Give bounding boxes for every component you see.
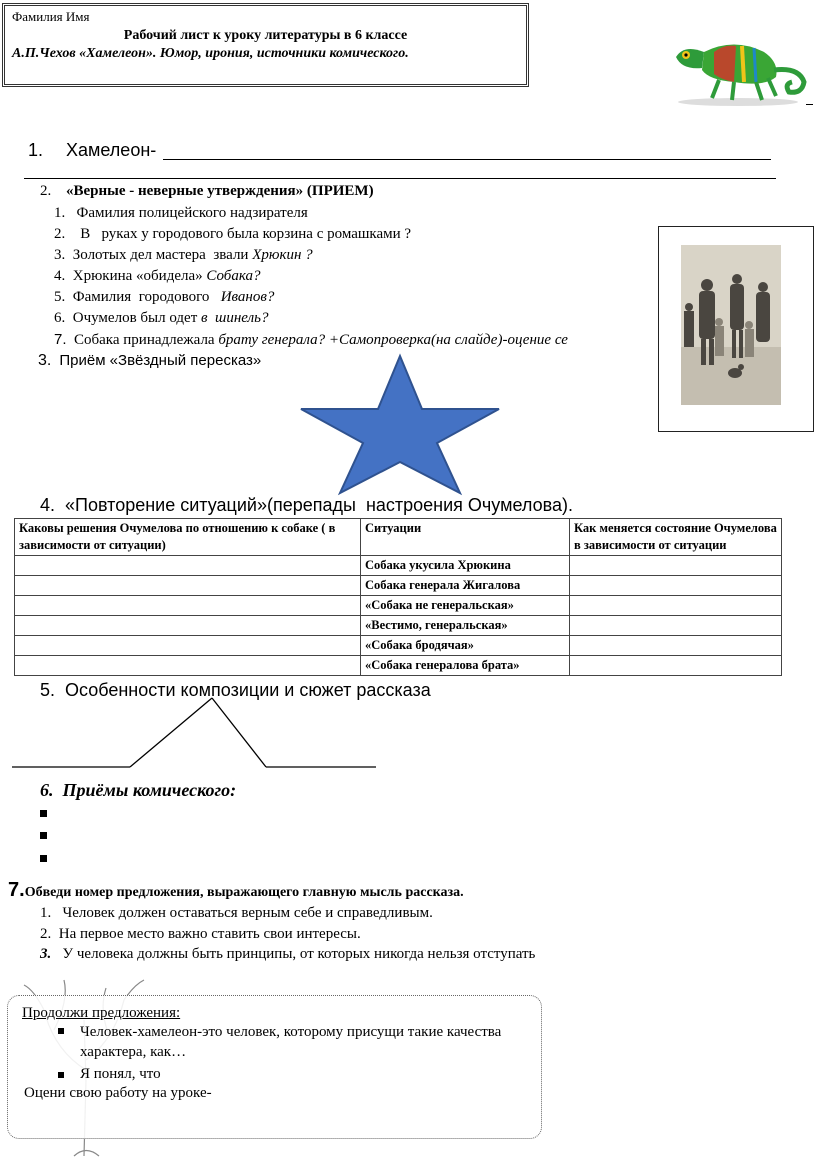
task1-answer-line[interactable] [163, 159, 771, 160]
situation-cell: «Собака не генеральская» [361, 596, 570, 616]
table-row [15, 636, 782, 656]
chameleon-image [664, 22, 812, 108]
task3-heading: 3. Приём «Звёздный пересказ» [38, 352, 262, 369]
state-cell[interactable] [570, 656, 782, 676]
main-idea-option-2[interactable]: 2. На первое место важно ставить свои интересы. [40, 926, 361, 942]
worksheet-title: Рабочий лист к уроку литературы в 6 классе [123, 28, 408, 43]
dash-mark [806, 104, 813, 105]
situation-cell: «Собака бродячая» [361, 636, 570, 656]
state-cell[interactable] [570, 576, 782, 596]
table-row [15, 576, 782, 596]
column-header: Как меняется состояние Очумелова в зависимости от ситуации [570, 519, 782, 556]
table-row [15, 556, 782, 576]
state-cell[interactable] [570, 556, 782, 576]
bullet-marker [40, 810, 47, 817]
statement-5: 5. Фамилия городового Иванов? [54, 289, 275, 305]
decision-cell[interactable] [15, 556, 361, 576]
task4-heading: 4. «Повторение ситуаций»(перепады настроения Очумелова). [40, 495, 573, 515]
reflection-title: Продолжи предложения: [22, 1005, 181, 1021]
reflection-sentence-1[interactable]: Человек-хамелеон-это человек, которому присущи такие качества характера, как… [80, 1024, 502, 1060]
bullet-marker [40, 855, 47, 862]
state-cell[interactable] [570, 616, 782, 636]
situation-cell: «Вестимо, генеральская» [361, 616, 570, 636]
statement-3: 3. Золотых дел мастера звали Хрюкин ? [54, 247, 313, 263]
statement-2: 2. В руках у городового была корзина с ромашками ? [54, 226, 412, 242]
main-idea-option-1[interactable]: 1. Человек должен оставаться верным себе и справедливым. [40, 905, 433, 921]
task7-heading: 7.Обведи номер предложения, выражающего главную мысль рассказа. [8, 879, 464, 901]
state-cell[interactable] [570, 636, 782, 656]
statement-7: 7. Собака принадлежала брату генерала? +Самопроверка(на слайде)-оцение се [54, 331, 568, 348]
star-shape [298, 352, 502, 496]
situation-cell: Собака генерала Жигалова [361, 576, 570, 596]
table-header-row [15, 519, 782, 556]
situation-cell: Собака укусила Хрюкина [361, 556, 570, 576]
column-header: Ситуации [361, 519, 570, 556]
task1-label: Хамелеон- [66, 140, 157, 160]
task1-number: 1. [28, 140, 44, 160]
statement-6: 6. Очумелов был одет в шинель? [54, 310, 269, 326]
decision-cell[interactable] [15, 596, 361, 616]
table-row [15, 656, 782, 676]
self-assessment-prompt[interactable]: Оцени свою работу на уроке- [24, 1085, 212, 1101]
statement-1: 1. Фамилия полицейского надзирателя [54, 205, 308, 221]
state-cell[interactable] [570, 596, 782, 616]
task2-title: «Верные - неверные утверждения» (ПРИЕМ) [66, 183, 374, 199]
decision-cell[interactable] [15, 636, 361, 656]
bullet-marker [40, 832, 47, 839]
task6-heading: 6. Приёмы комического: [40, 780, 237, 800]
decision-cell[interactable] [15, 656, 361, 676]
decision-cell[interactable] [15, 616, 361, 636]
plot-diagram [12, 694, 378, 770]
bullet-marker [58, 1028, 64, 1034]
main-idea-option-3[interactable]: 3. У человека должны быть принципы, от которых никогда нельзя отступать [40, 946, 536, 962]
column-header: Каковы решения Очумелова по отношению к собаке ( в зависимости от ситуации) [15, 519, 361, 556]
star-polygon [301, 356, 499, 493]
bullet-marker [58, 1072, 64, 1078]
table-row [15, 596, 782, 616]
situation-cell: «Собака генералова брата» [361, 656, 570, 676]
situations-table [14, 518, 782, 676]
table-row [15, 616, 782, 636]
student-name-label: Фамилия Имя [12, 9, 90, 24]
story-illustration [658, 226, 814, 432]
illustration-scene [659, 227, 812, 430]
worksheet-subtitle: А.П.Чехов «Хамелеон». Юмор, ирония, источники комического. [12, 46, 409, 61]
task1-answer-line-2[interactable] [24, 178, 776, 179]
reflection-sentence-2[interactable]: Я понял, что [80, 1066, 161, 1082]
task5-heading: 5. Особенности композиции и сюжет рассказа [40, 680, 431, 700]
decision-cell[interactable] [15, 576, 361, 596]
statement-4: 4. Хрюкина «обидела» Собака? [54, 268, 261, 284]
task2-number: 2. [40, 183, 52, 199]
